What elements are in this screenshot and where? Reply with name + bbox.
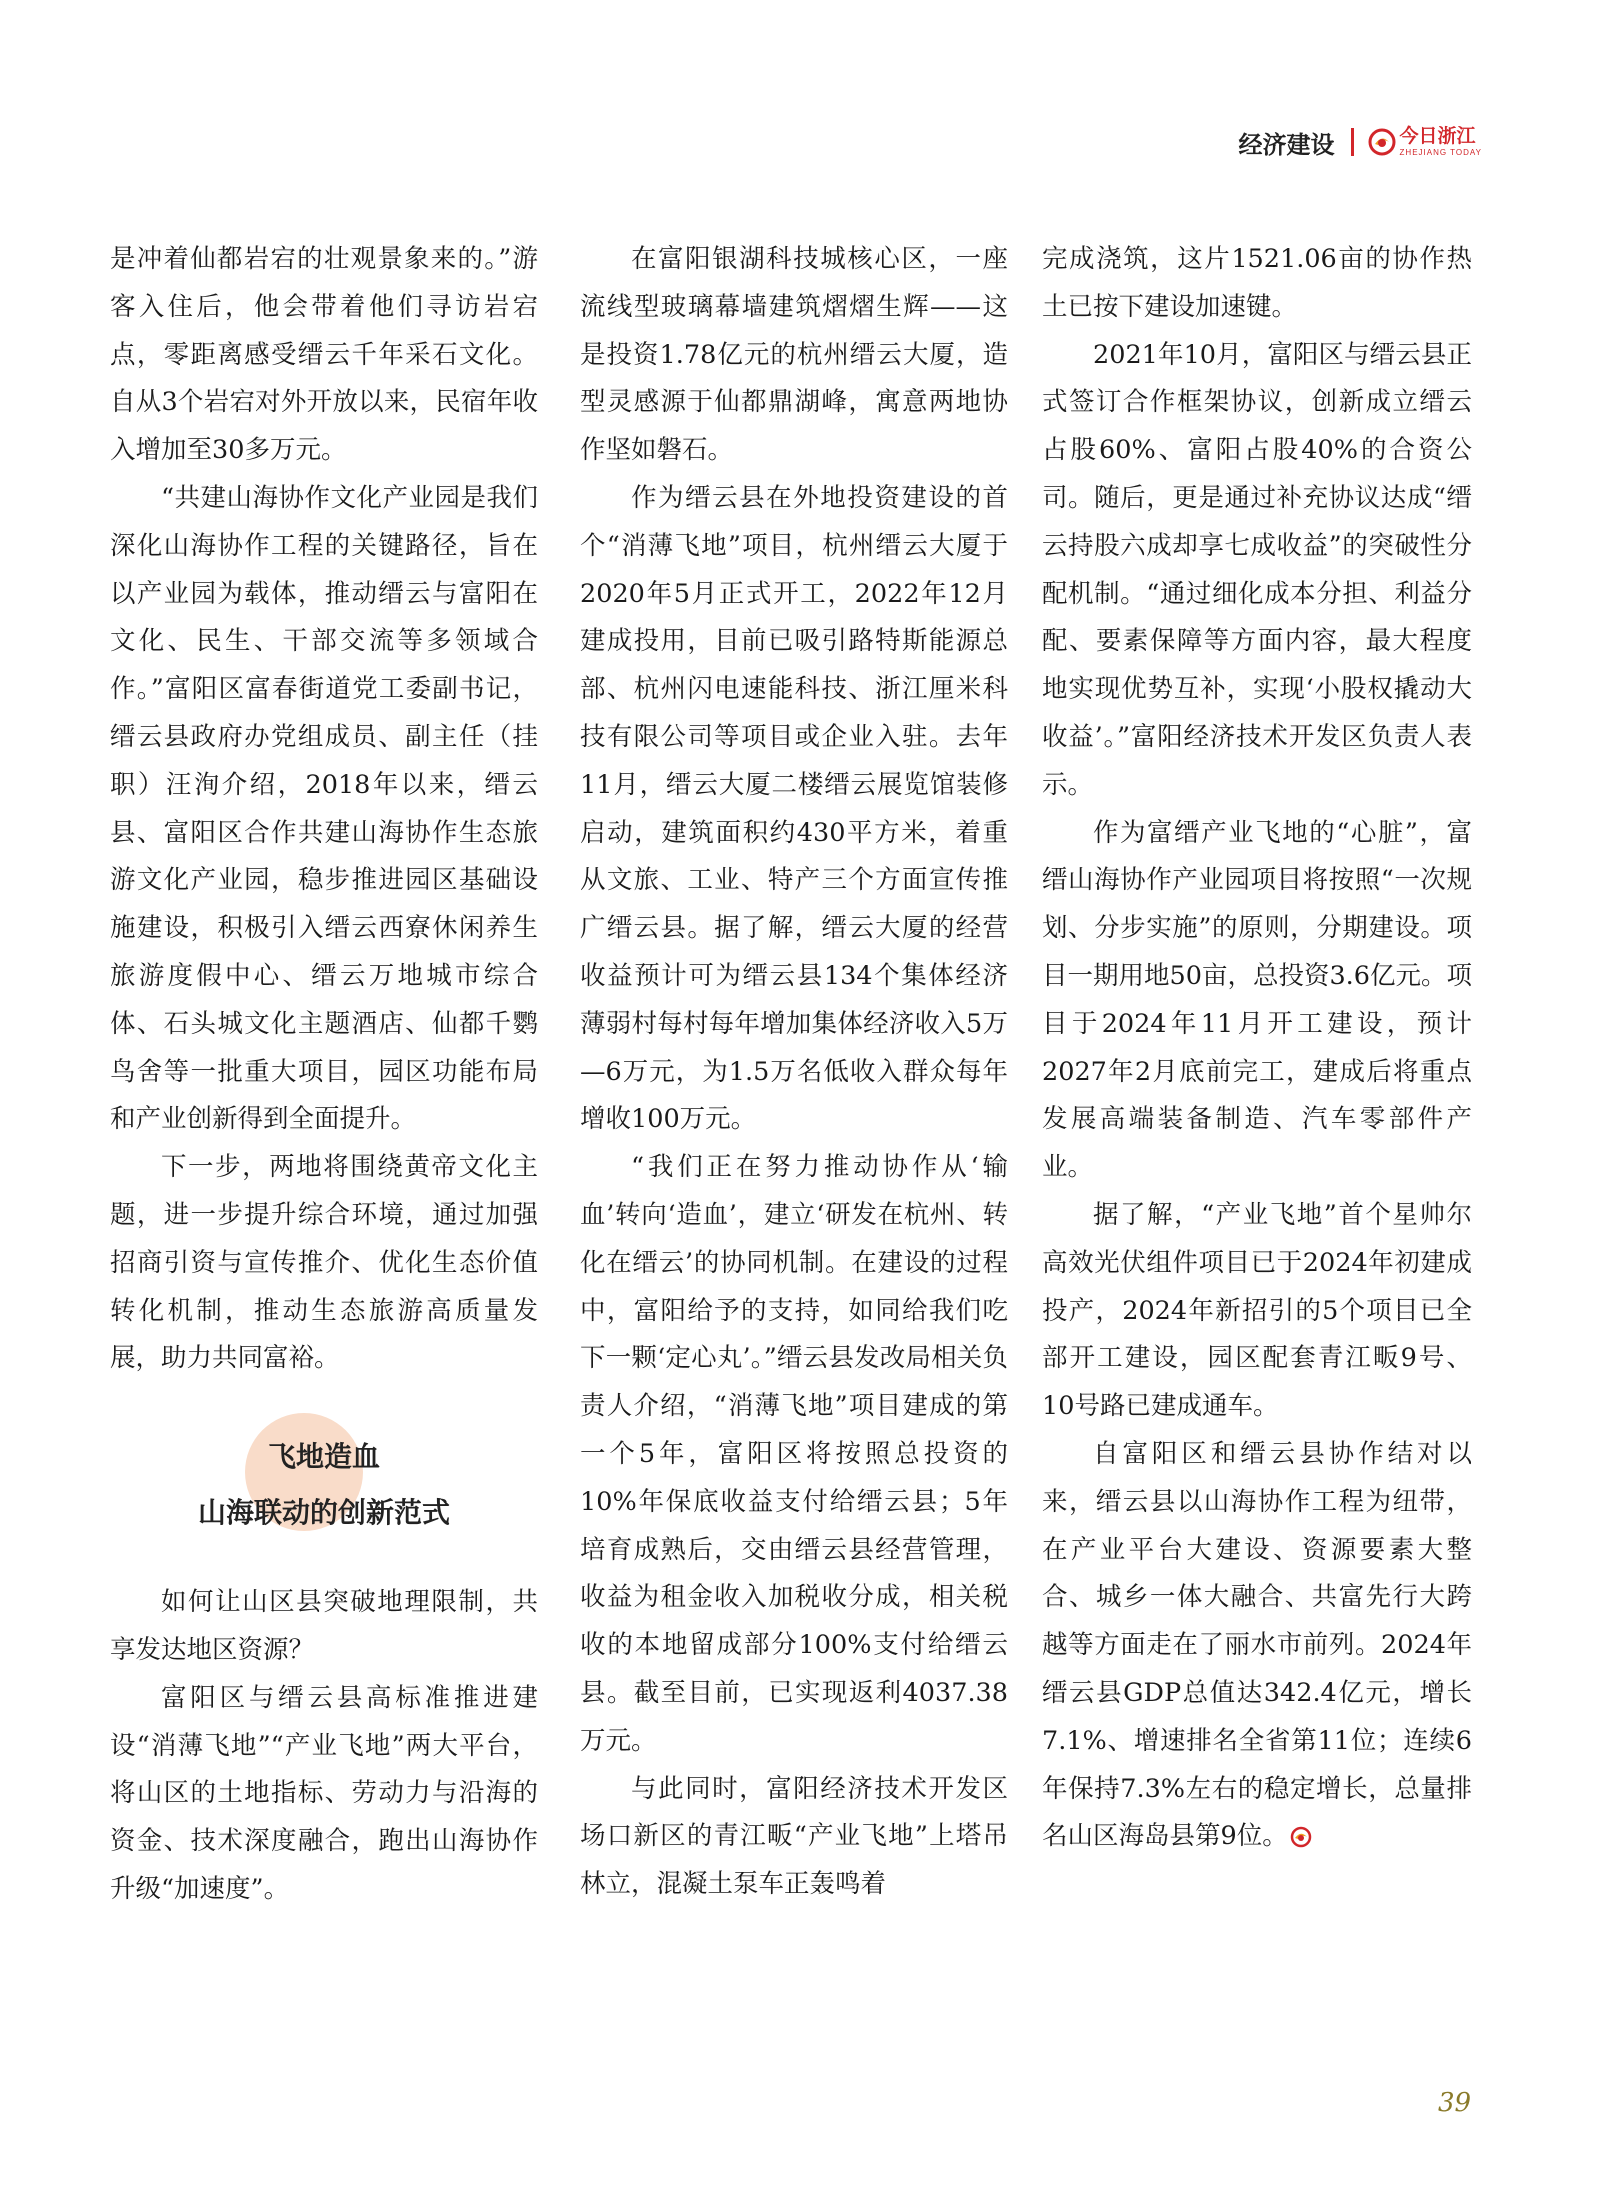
column-3 [1042,236,1472,1861]
paragraph: 作为缙云县在外地投资建设的首个“消薄飞地”项目，杭州缙云大厦于2020年5月正式开工，2022年12月建成投用，目前已吸引路特斯能源总部、杭州闪电速能科技、浙江厘米科技有限公司等项目或企业入驻。去年11月，缙云大厦二楼缙云展览馆装修启动，建筑面积约430平方米，着重从文旅、工业、特产三个方面宣传推广缙云县。据了解，缙云大厦的经营收益预计可为缙云县134个集体经济薄弱村每村每年增加集体经济收入5万—6万元，为1.5万名低收入群众每年增收100万元。 [580,482,1008,1135]
paragraph: 据了解，“产业飞地”首个星帅尔高效光伏组件项目已于2024年初建成投产，2024年新招引的5个项目已全部开工建设，园区配套青江畈9号、10号路已建成通车。 [1042,1199,1472,1422]
paragraph-final [1042,1431,1472,1861]
brand-swirl-icon [1368,128,1396,156]
subheading-line-1: 飞地造血 [267,1440,380,1474]
paragraph: 与此同时，富阳经济技术开发区场口新区的青江畈“产业飞地”上塔吊林立，混凝土泵车正轰鸣着 [580,1773,1008,1900]
paragraph: 作为富缙产业飞地的“心脏”，富缙山海协作产业园项目将按照“一次规划、分步实施”的原则，分期建设。项目一期用地50亩，总投资3.6亿元。项目于2024年11月开工建设，预计2027年2月底前完工，建成后将重点发展高端装备制造、汽车零部件产业。 [1042,817,1473,1183]
brand-name-en: ZHEJIANG TODAY [1399,148,1482,157]
header-divider [1351,128,1354,156]
paragraph: “共建山海协作文化产业园是我们深化山海协作工程的关键路径，旨在以产业园为载体，推动缙云与富阳在文化、民生、干部交流等多领域合作。”富阳区富春街道党工委副书记，缙云县政府办党组成员、副主任（挂职）汪洵介绍，2018年以来，缙云县、富阳区合作共建山海协作生态旅游文化产业园，稳步推进园区基础设施建设，积极引入缙云西寮休闲养生旅游度假中心、缙云万地城市综合体、石头城文化主题酒店、仙都千鹦鸟舍等一批重大项目，园区功能布局和产业创新得到全面提升。 [110,482,538,1135]
paragraph: 下一步，两地将围绕黄帝文化主题，进一步提升综合环境，通过加强招商引资与宣传推介、优化生态价值转化机制，推动生态旅游高质量发展，助力共同富裕。 [110,1152,538,1374]
section-subheading [110,1429,538,1541]
brand-name-cn: 今日浙江 [1399,125,1476,147]
paragraph: 富阳区与缙云县高标准推进建设“消薄飞地”“产业飞地”两大平台，将山区的土地指标、劳动力与沿海的资金、技术深度融合，跑出山海协作升级“加速度”。 [110,1682,538,1904]
paragraph: 如何让山区县突破地理限制，共享发达地区资源？ [110,1587,538,1665]
paragraph: 是冲着仙都岩宕的壮观景象来的。”游客入住后，他会带着他们寻访岩宕点，零距离感受缙云千年采石文化。自从3个岩宕对外开放以来，民宿年收入增加至30多万元。 [110,244,538,466]
page-number: 39 [1438,2088,1472,2118]
paragraph: “我们正在努力推动协作从‘输血’转向‘造血’，建立‘研发在杭州、转化在缙云’的协同机制。在建设的过程中，富阳给予的支持，如同给我们吃下一颗‘定心丸’。”缙云县发改局相关负责人介绍，“消薄飞地”项目建成的第一个5年，富阳区将按照总投资的10%年保底收益支付给缙云县；5年培育成熟后，交由缙云县经营管理，收益为租金收入加税收分成，相关税收的本地留成部分100%支付给缙云县。截至目前，已实现返利4037.38万元。 [580,1152,1008,1756]
paragraph-text: 自富阳区和缙云县协作结对以来，缙云县以山海协作工程为纽带，在产业平台大建设、资源要素大整合、城乡一体大融合、共富先行大跨越等方面走在了丽水市前列。2024年缙云县GDP总值达342.4亿元，增长7.1%、增速排名全省第11位；连续6年保持7.3%左右的稳定增长，总量排名山区海岛县第9位。 [1042,1438,1472,1852]
section-label: 经济建设 [1238,130,1335,159]
subheading-line-2: 山海联动的创新范式 [197,1496,450,1530]
paragraph: 在富阳银湖科技城核心区，一座流线型玻璃幕墙建筑熠熠生辉——这是投资1.78亿元的杭州缙云大厦，造型灵感源于仙都鼎湖峰，寓意两地协作坚如磐石。 [580,244,1008,466]
article-end-icon [1290,1826,1312,1848]
paragraph: 完成浇筑，这片1521.06亩的协作热土已按下建设加速键。 [1042,244,1472,322]
paragraph: 2021年10月，富阳区与缙云县正式签订合作框架协议，创新成立缙云占股60%、富阳占股40%的合资公司。随后，更是通过补充协议达成“缙云持股六成却享七成收益”的突破性分配机制。“通过细化成本分担、利益分配、要素保障等方面内容，最大程度地实现优势互补，实现‘小股权撬动大收益’。”富阳经济技术开发区负责人表示。 [1042,339,1472,800]
column-1 [110,236,538,1914]
brand-logo [1368,127,1482,157]
column-2 [580,236,1008,1909]
page-header [1239,122,1482,162]
